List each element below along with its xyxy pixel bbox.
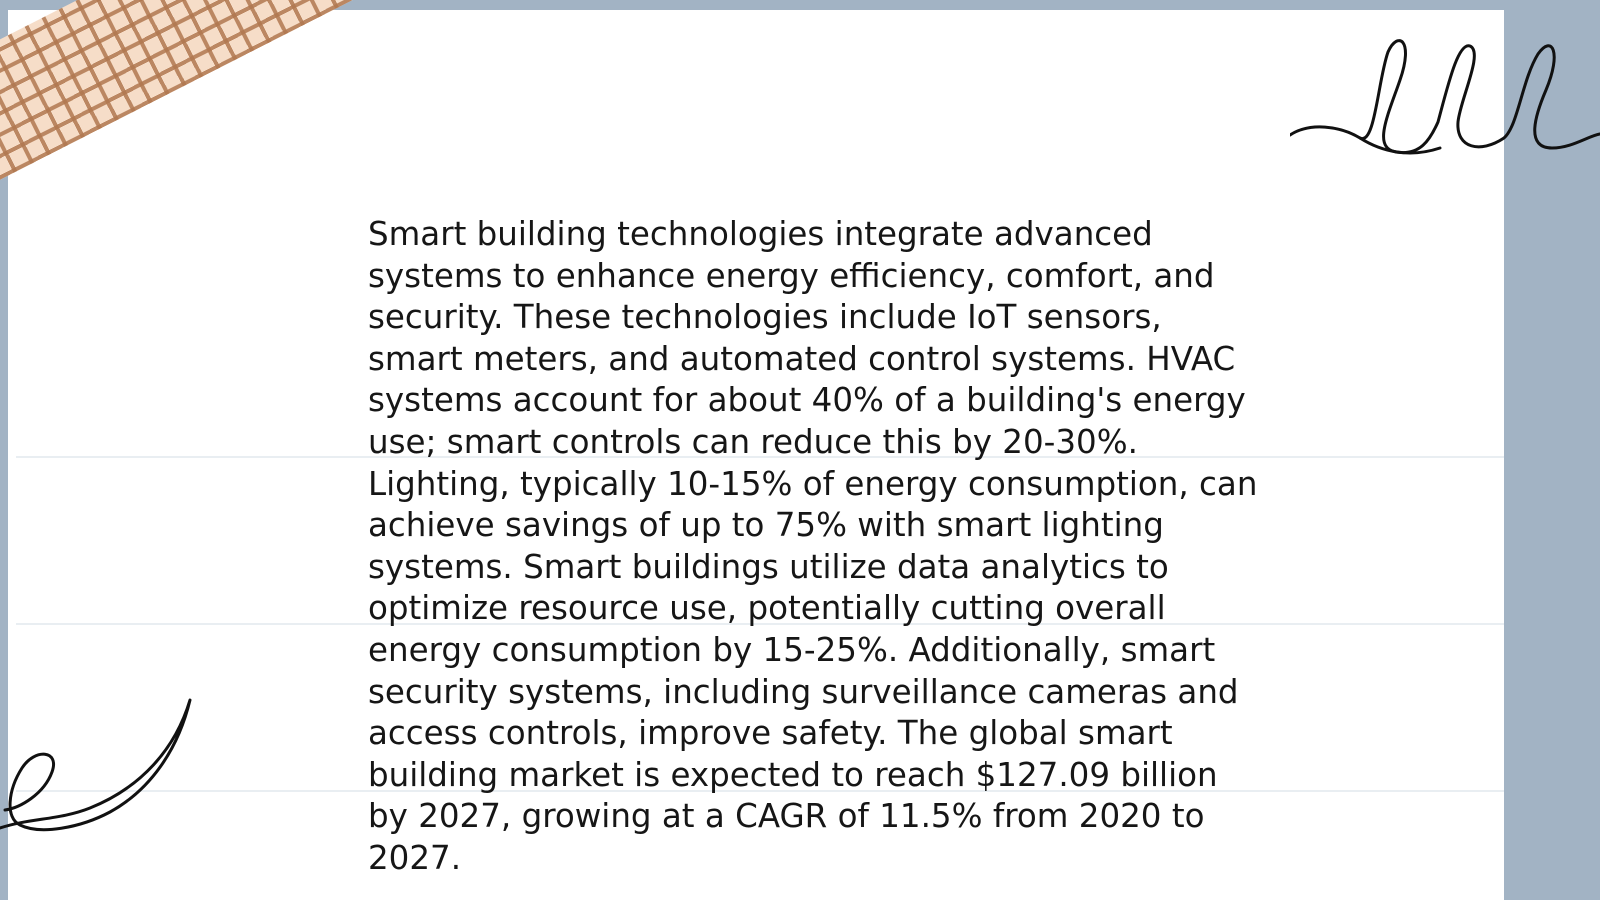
loop-scribble-icon — [1290, 30, 1600, 170]
paper-sheet — [8, 10, 1504, 900]
check-scribble-icon — [0, 690, 200, 850]
body-paragraph: Smart building technologies integrate advanced systems to enhance energy efficiency, comfort, and security. These technologies include IoT sensors, smart meters, and automated control systems. HVAC systems account for about 40% of a building's energy use; smart controls can reduce this by 20-30%. Lighting, typically 10-15% of energy consumption, can achieve savings of up to 75% with smart lighting systems. Smart buildings utilize data analytics to optimize resource use, potentially cutting overall energy consumption by 15-25%. Additionally, smart security systems, including surveillance cameras and access controls, improve safety. The global smart building market is expected to reach $127.09 billion by 2027, growing at a CAGR of 11.5% from 2020 to 2027. — [368, 215, 1258, 877]
